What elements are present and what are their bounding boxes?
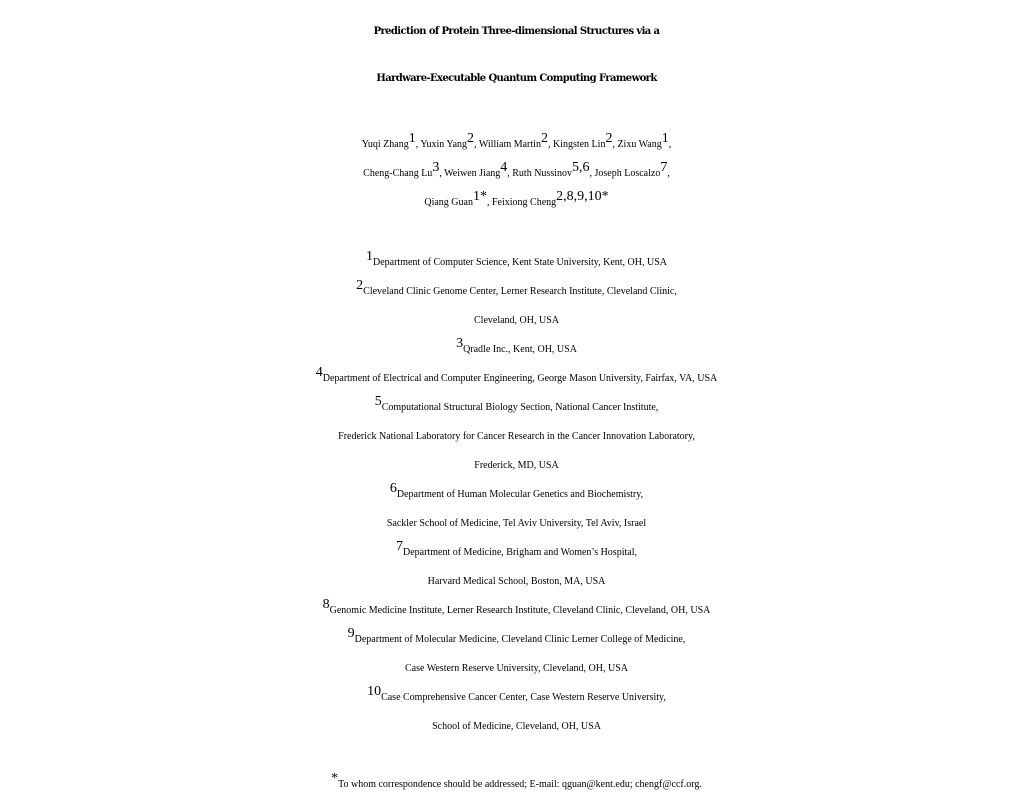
author-line	[0, 130, 1033, 159]
author-separator: ,	[668, 139, 672, 150]
author-name: Yuxin Yang	[420, 139, 468, 150]
title-line-1: Prediction of Protein Three-dimensional Structures via a	[373, 26, 660, 37]
affiliation-marker: 9	[347, 625, 355, 641]
affiliation-text: Department of Molecular Medicine, Cleveland Clinic Lerner College of Medicine,	[354, 634, 686, 645]
author-affiliation-marker: 2	[540, 130, 548, 146]
affiliation-9-continued: Case Western Reserve University, Cleveland, OH, USA	[404, 663, 629, 674]
affiliation-7-continued: Harvard Medical School, Boston, MA, USA	[427, 576, 606, 587]
affiliation-text: Department of Human Molecular Genetics and Biochemistry,	[396, 489, 644, 500]
author-affiliation-marker: 2	[467, 130, 475, 146]
author-list	[0, 130, 1033, 217]
affiliation-marker: 6	[389, 480, 397, 496]
affiliation-list	[0, 248, 1033, 741]
author-affiliation-marker: 7	[660, 159, 668, 175]
author-separator: ,	[612, 139, 618, 150]
author-separator: ,	[507, 168, 513, 179]
affiliation-marker: 10	[367, 683, 382, 699]
affiliation-marker: 8	[322, 596, 330, 612]
affiliation-marker: 1	[365, 248, 373, 264]
affiliation-text: Cleveland Clinic Genome Center, Lerner Research Institute, Cleveland Clinic,	[363, 286, 677, 297]
author-separator: ,	[486, 197, 492, 208]
author-name: Cheng-Chang Lu	[363, 168, 433, 179]
author-affiliation-marker: 5,6	[572, 159, 590, 175]
affiliation-text: Department of Computer Science, Kent State University, Kent, OH, USA	[372, 257, 667, 268]
author-name: Ruth Nussinov	[512, 168, 572, 179]
affiliation-marker: 7	[396, 538, 404, 554]
affiliation-marker: 2	[356, 277, 364, 293]
correspondence-note	[0, 770, 1033, 799]
author-separator: ,	[474, 139, 479, 150]
author-name: Qiang Guan	[424, 197, 473, 208]
author-affiliation-marker: 1	[408, 130, 416, 146]
author-name: Feixiong Cheng	[491, 197, 557, 208]
affiliation-text: Department of Electrical and Computer Engineering, George Mason University, Fairfax, VA, USA	[322, 373, 718, 384]
author-name: Joseph Loscalzo	[594, 168, 661, 179]
author-name: Weiwen Jiang	[444, 168, 501, 179]
paper-title	[0, 8, 1033, 102]
affiliation-2	[0, 277, 1033, 306]
author-separator: ,	[439, 168, 445, 179]
affiliation-text: Case Comprehensive Cancer Center, Case Western Reserve University,	[381, 692, 666, 703]
affiliation-text: Qradle Inc., Kent, OH, USA	[463, 344, 577, 355]
title-line-2: Hardware-Executable Quantum Computing Framework	[376, 73, 657, 84]
affiliation-text: Department of Medicine, Brigham and Women’s Hospital,	[403, 547, 637, 558]
author-line	[0, 188, 1033, 217]
affiliation-7	[0, 538, 1033, 567]
author-separator: ,	[415, 139, 421, 150]
author-name: William Martin	[478, 139, 541, 150]
affiliation-8	[0, 596, 1033, 625]
author-affiliation-marker: 2	[605, 130, 613, 146]
affiliation-9	[0, 625, 1033, 654]
author-affiliation-marker: 4	[500, 159, 508, 175]
author-name: Zixu Wang	[617, 139, 662, 150]
affiliation-3	[0, 335, 1033, 364]
author-separator: ,	[667, 168, 670, 179]
author-separator: ,	[589, 168, 595, 179]
affiliation-marker: 3	[456, 335, 464, 351]
correspondence-text: To whom correspondence should be addressed; E-mail: qguan@kent.edu; chengf@ccf.org.	[338, 779, 702, 790]
affiliation-text: Computational Structural Biology Section, National Cancer Institute,	[381, 402, 659, 413]
affiliation-marker: 4	[315, 364, 323, 380]
affiliation-4	[0, 364, 1033, 393]
affiliation-5-continued: Frederick National Laboratory for Cancer Research in the Cancer Innovation Laboratory,	[338, 431, 695, 442]
author-affiliation-marker: 1	[661, 130, 669, 146]
author-name: Kingsten Lin	[552, 139, 606, 150]
affiliation-6	[0, 480, 1033, 509]
author-line	[0, 159, 1033, 188]
affiliation-text: Genomic Medicine Institute, Lerner Research Institute, Cleveland Clinic, Cleveland, OH, USA	[329, 605, 711, 616]
affiliation-5	[0, 393, 1033, 422]
affiliation-marker: 5	[374, 393, 382, 409]
author-affiliation-marker: 2,8,9,10*	[556, 188, 609, 204]
affiliation-2-continued: Cleveland, OH, USA	[474, 315, 559, 326]
affiliation-1	[0, 248, 1033, 277]
author-separator: ,	[547, 139, 553, 150]
author-name: Yuqi Zhang	[361, 139, 409, 150]
affiliation-6-continued: Sackler School of Medicine, Tel Aviv University, Tel Aviv, Israel	[386, 518, 647, 529]
author-affiliation-marker: 3	[432, 159, 440, 175]
author-affiliation-marker: 1*	[472, 188, 487, 204]
affiliation-10	[0, 683, 1033, 712]
affiliation-10-continued: School of Medicine, Cleveland, OH, USA	[432, 721, 601, 732]
correspondence-marker: *	[331, 770, 339, 786]
affiliation-5-continued: Frederick, MD, USA	[474, 460, 559, 471]
